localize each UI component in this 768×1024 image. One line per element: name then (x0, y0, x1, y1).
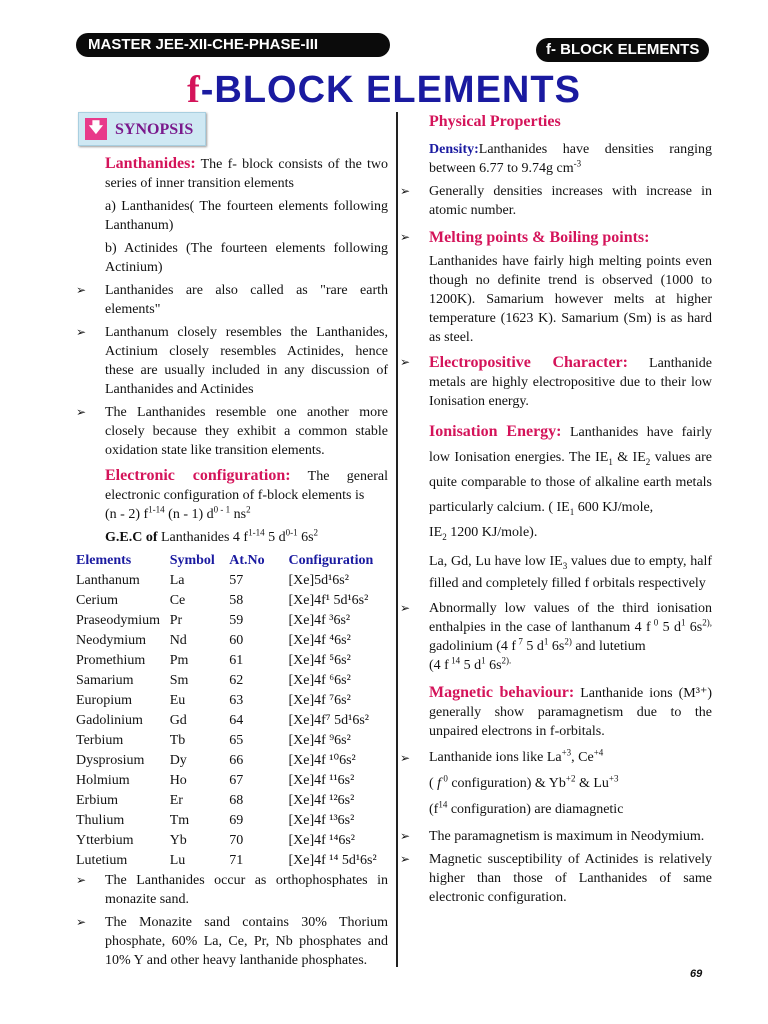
electronic-config: Electronic configuration: The general electronic configuration of f-block elements is (n - 2) $f^{1-14}$ (n - 1) $d^{0 - 1}$ $ns^2$ (105, 467, 388, 522)
element-name: Ytterbium (76, 833, 134, 848)
atomic-number: 64 (229, 713, 244, 728)
atomic-number: 62 (229, 673, 244, 688)
bullet-paramagnetism: ➢ The paramagnetism is maximum in Neodymium. (400, 827, 712, 846)
atomic-number: 68 (229, 793, 244, 808)
synopsis-label: SYNOPSIS (115, 120, 194, 138)
table-row (76, 751, 388, 771)
right-column (400, 112, 712, 911)
table-row (76, 611, 388, 631)
electron-configuration: [Xe]4f ¹³6s² (288, 813, 355, 828)
ie3-text: La, Gd, Lu have low $IE_3$ values due to empty, half filled and completely filled f orbitals respectively (429, 554, 713, 591)
gec-line: G.E.C of Lanthanides 4 $f^{1-14}$ 5 $d^{0-1}$ $6s^2$ (105, 527, 319, 545)
element-symbol: Gd (169, 713, 187, 728)
element-symbol: Nd (169, 633, 187, 648)
page-title: f-BLOCK ELEMENTS (187, 69, 581, 111)
lanthanides-table (76, 551, 388, 871)
bullet-lanthanum: ➢ Lanthanum closely resembles the Lanthanides, Actinium closely resembles Actinides, hence these are usually included in any discussion of Lanthanides and Actinides (76, 323, 388, 399)
bullet-resemble: ➢ The Lanthanides resemble one another more closely because they exhibit a common stable oxidation state like transition elements. (76, 403, 388, 460)
table-row (76, 731, 388, 751)
table-row (76, 711, 388, 731)
atomic-number: 67 (229, 773, 244, 788)
element-name: Praseodymium (76, 613, 160, 628)
table-row (76, 831, 388, 851)
bullet-rare-earth: ➢ Lanthanides are also called as "rare earth elements" (76, 281, 388, 319)
table-row (76, 771, 388, 791)
element-symbol: Dy (169, 753, 187, 768)
physical-properties-heading: Physical Properties (429, 113, 561, 130)
atomic-number: 69 (229, 813, 244, 828)
header-course-label: MASTER JEE-XII-CHE-PHASE-III (76, 33, 390, 57)
element-symbol: Tb (169, 733, 186, 748)
bullet-ions: ➢ Lanthanide ions like $La^{+3}$, $Ce^{+4}$ ( f $^0$ configuration) & $Yb^{+2}$ & $Lu^{+3}$ ($f^{14}$ configuration) are diamagnetic (400, 745, 712, 823)
electron-configuration: [Xe]4f ¹⁴6s² (288, 833, 355, 848)
bullet-abnormal: ➢ Abnormally low values of the third ionisation enthalpies in the case of lanthanum 4 f $^0$ 5 $d^1$ $6s^{2),}$ gadolinium (4 f $^7$ 5 $d^1$ $6s^{2)}$ and lutetium (4 f $^{14}$ 5 $d^1$ $6s^{2).}$ (400, 599, 712, 675)
actinides-def: b) Actinides (The fourteen elements following Actinium) (105, 241, 388, 275)
element-name: Lanthanum (76, 573, 140, 588)
table-row (76, 811, 388, 831)
density-text: Density:Lanthanides have densities ranging between 6.77 to 9.74g $cm^{-3}$ (429, 142, 712, 176)
element-name: Promethium (76, 653, 146, 668)
element-name: Europium (76, 693, 132, 708)
element-symbol: Pr (169, 613, 183, 628)
electron-configuration: [Xe]4f ³6s² (288, 613, 351, 628)
table-header: Elements (76, 553, 132, 568)
header-chapter-label: f- BLOCK ELEMENTS (536, 38, 709, 62)
lanthanides-intro: Lanthanides: The f- block consists of the two series of inner transition elements (105, 155, 388, 191)
atomic-number: 70 (229, 833, 244, 848)
electron-configuration: [Xe]4f¹ 5d¹6s² (288, 593, 369, 608)
ionisation-energy: Ionisation Energy: Lanthanides have fairly low Ionisation energies. The $IE_1$ & $IE_2$ values are quite comparable to those of alkaline earth metals particularly calcium. ( $IE_1$ 600 KJ/mole, $IE_2$ 1200 KJ/mole). (429, 423, 712, 542)
electron-configuration: [Xe]4f ¹²6s² (288, 793, 355, 808)
element-name: Dysprosium (76, 753, 145, 768)
table-header: At.No (229, 553, 265, 568)
element-name: Gadolinium (76, 713, 143, 728)
element-name: Neodymium (76, 633, 146, 648)
table-row (76, 631, 388, 651)
electron-configuration: [Xe]4f ⁶6s² (288, 673, 351, 688)
table-header: Configuration (288, 553, 374, 568)
table-header: Symbol (169, 553, 215, 568)
electron-configuration: [Xe]4f ⁴6s² (288, 633, 351, 648)
element-symbol: Ho (169, 773, 187, 788)
element-name: Erbium (76, 793, 118, 808)
atomic-number: 61 (229, 653, 244, 668)
element-symbol: Lu (169, 853, 186, 868)
melting-text: Lanthanides have fairly high melting points even though no definite trend is observed (1000 to 1200K). Samarium however melts at higher temperature (1623 K). Samarium (Sm) is as hard as steel. (429, 254, 712, 345)
table-row (76, 691, 388, 711)
table-row (76, 851, 388, 871)
element-name: Lutetium (76, 853, 128, 868)
atomic-number: 57 (229, 573, 244, 588)
atomic-number: 63 (229, 693, 244, 708)
page-number: 69 (690, 968, 703, 980)
electron-configuration: [Xe]4f ¹⁰6s² (288, 753, 356, 768)
atomic-number: 71 (229, 853, 244, 868)
bullet-susceptibility: ➢ Magnetic susceptibility of Actinides is relatively higher than those of Lanthanides of same electronic configuration. (400, 850, 712, 907)
electron-configuration: [Xe]4f ⁷6s² (288, 693, 351, 708)
element-name: Terbium (76, 733, 124, 748)
electron-configuration: [Xe]4f ⁹6s² (288, 733, 351, 748)
left-column (76, 112, 388, 974)
table-row (76, 591, 388, 611)
element-name: Thulium (76, 813, 125, 828)
atomic-number: 66 (229, 753, 244, 768)
element-symbol: Sm (169, 673, 189, 688)
element-symbol: Yb (169, 833, 187, 848)
lanthanides-def: a) Lanthanides( The fourteen elements following Lanthanum) (105, 199, 388, 233)
melting-heading: ➢ Melting points & Boiling points: (400, 228, 712, 248)
element-name: Holmium (76, 773, 130, 788)
atomic-number: 65 (229, 733, 244, 748)
element-name: Samarium (76, 673, 134, 688)
table-row (76, 791, 388, 811)
bullet-density: ➢ Generally densities increases with increase in atomic number. (400, 182, 712, 220)
synopsis-box (78, 112, 206, 146)
element-symbol: Er (169, 793, 183, 808)
bullet-monazite: ➢ The Monazite sand contains 30% Thorium phosphate, 60% La, Ce, Pr, Nb phosphates and 10% Y and other heavy lanthanide phosphates. (76, 913, 388, 970)
element-name: Cerium (76, 593, 118, 608)
column-divider (396, 112, 398, 967)
table-row (76, 671, 388, 691)
element-symbol: Eu (169, 693, 186, 708)
atomic-number: 59 (229, 613, 244, 628)
down-arrow-icon: 🡇 (85, 118, 107, 140)
atomic-number: 60 (229, 633, 244, 648)
electron-configuration: [Xe]4f ¹¹6s² (288, 773, 355, 788)
atomic-number: 58 (229, 593, 244, 608)
electropositive: ➢ Electropositive Character: Lanthanide metals are highly electropositive due to their low Ionisation energy. (400, 353, 712, 411)
element-symbol: Tm (169, 813, 190, 828)
element-symbol: La (169, 573, 185, 588)
element-symbol: Ce (169, 593, 186, 608)
element-symbol: Pm (169, 653, 189, 668)
electron-configuration: [Xe]4f ¹⁴ 5d¹6s² (288, 853, 377, 868)
magnetic-behaviour: Magnetic behaviour: Lanthanide ions (M³⁺) generally show paramagnetism due to the unpaired electrons in f-orbitals. (429, 684, 713, 739)
electron-configuration: [Xe]4f⁷ 5d¹6s² (288, 713, 369, 728)
table-row (76, 651, 388, 671)
electron-configuration: [Xe]5d¹6s² (288, 573, 349, 588)
electron-configuration: [Xe]4f ⁵6s² (288, 653, 351, 668)
table-row (76, 571, 388, 591)
bullet-orthophosphates: ➢ The Lanthanides occur as orthophosphates in monazite sand. (76, 871, 388, 909)
